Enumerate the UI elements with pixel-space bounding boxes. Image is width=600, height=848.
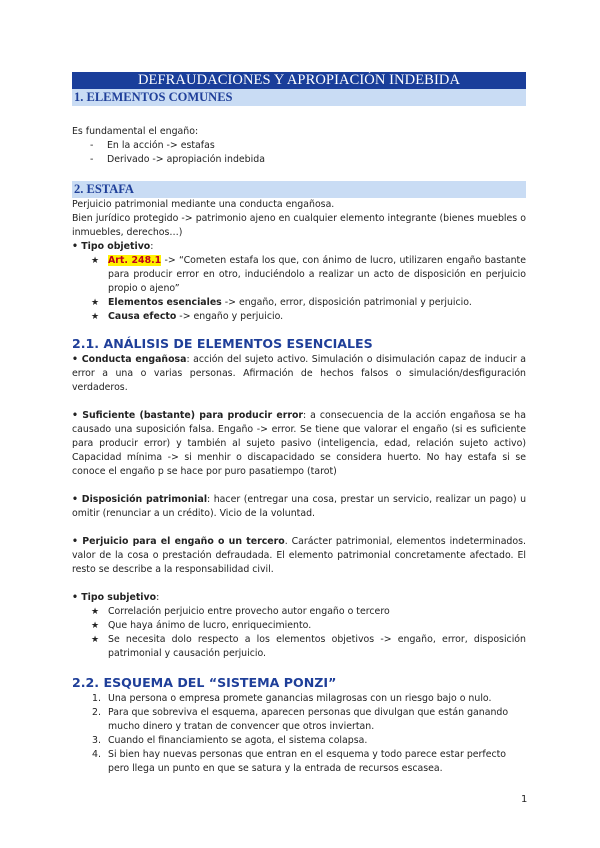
list-item: 4. Si bien hay nuevas personas que entran en el esquema y todo parece estar perfecto pero llega un punto en que se satura y la entrada de recursos escasea. [92, 749, 507, 774]
ponzi-list [72, 692, 526, 776]
list-item: ★ Se necesita dolo respecto a los elementos objetivos -> engaño, error, disposición patrimonial y causación perjuicio. [91, 634, 526, 659]
list-item: ★ Correlación perjuicio entre provecho autor engaño o tercero [91, 606, 390, 617]
list-item: ★ Que haya ánimo de lucro, enriquecimiento. [91, 620, 312, 631]
page-number: 1 [521, 794, 528, 805]
list-item: 1. Una persona o empresa promete ganancias milagrosas con un riesgo bajo o nulo. [92, 693, 492, 704]
tipo-subjetivo-list [72, 605, 526, 661]
list-item: - Derivado -> apropiación indebida [90, 154, 265, 165]
tipo-objetivo-list [72, 254, 526, 324]
perjuicio: • Perjuicio para el engaño o un tercero. Carácter patrimonial, elementos indeterminados. valor de la cosa o prestación defraudada. El elemento patrimonial concretamente afectado. El resto se describe a la responsabilidad civil. [72, 536, 526, 575]
list-item: 3. Cuando el financiamiento se agota, el sistema colapsa. [92, 735, 368, 746]
section-heading-elementos-comunes: 1. ELEMENTOS COMUNES [72, 89, 526, 106]
star-icon: ★ [91, 607, 100, 617]
article-reference: Art. 248.1 [108, 255, 162, 266]
document-title: DEFRAUDACIONES Y APROPIACIÓN INDEBIDA [72, 72, 526, 89]
estafa-definition: Perjuicio patrimonial mediante una conducta engañosa. [72, 199, 335, 210]
list-item: ★ Elementos esenciales -> engaño, error, disposición patrimonial y perjuicio. [91, 297, 472, 308]
star-icon: ★ [91, 298, 100, 308]
bien-juridico: Bien jurídico protegido -> patrimonio ajeno en cualquier elemento integrante (bienes muebles o inmuebles, derechos…) [72, 213, 526, 238]
star-icon: ★ [91, 312, 100, 322]
section-heading-ponzi: 2.2. ESQUEMA DEL “SISTEMA PONZI” [72, 675, 337, 690]
section-heading-analisis: 2.1. ANÁLISIS DE ELEMENTOS ESENCIALES [72, 336, 373, 351]
disposicion-patrimonial: • Disposición patrimonial: hacer (entregar una cosa, prestar un servicio, realizar un pago) u omitir (renunciar a un crédito). Vicio de la voluntad. [72, 494, 527, 519]
document-page [72, 72, 526, 776]
section-heading-estafa: 2. ESTAFA [72, 181, 526, 198]
conducta-enganosa: • Conducta engañosa: acción del sujeto activo. Simulación o disimulación capaz de inducir a error a una o varias personas. Afirmación de hechos falsos o simulación/desfiguración verdaderos. [72, 354, 527, 393]
star-icon: ★ [91, 256, 100, 266]
star-icon: ★ [91, 621, 100, 631]
list-item: ★ Art. 248.1 -> “Cometen estafa los que, con ánimo de lucro, utilizaren engaño bastante para producir error en otro, induciéndolo a realizar un acto de disposición en perjuicio propio o ajeno” [91, 255, 526, 294]
tipo-objetivo: • Tipo objetivo: [72, 241, 154, 252]
list-item: ★ Causa efecto -> engaño y perjuicio. [91, 311, 284, 322]
star-icon: ★ [91, 635, 100, 645]
list-item: - En la acción -> estafas [90, 140, 215, 151]
sec1-list [72, 139, 526, 167]
sec1-intro: Es fundamental el engaño: [72, 126, 199, 137]
suficiente-error: • Suficiente (bastante) para producir error: a consecuencia de la acción engañosa se ha causado una suposición falsa. Engaño -> error. Se tiene que valorar el engaño (si es suficiente para producir error) y también al sujeto pasivo (inteligencia, edad, relación sujeto activo) Capacidad mínima -> si menhir o discapacidado se considera huerto. No hay estafa si se conoce el engaño p se hace por puro pasatiempo (tarot) [72, 410, 526, 477]
list-item: 2. Para que sobreviva el esquema, aparecen personas que divulgan que están ganando mucho dinero y tratan de convencer que otros inviertan. [92, 707, 509, 732]
tipo-subjetivo: • Tipo subjetivo: [72, 592, 160, 603]
